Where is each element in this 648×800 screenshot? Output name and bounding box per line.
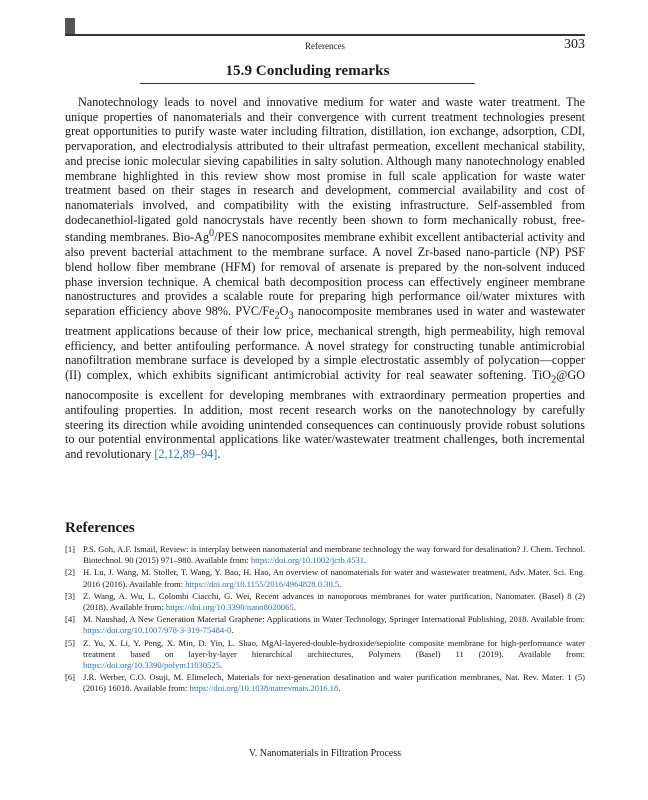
reference-doi-link[interactable]: https://doi.org/10.1007/978-3-319-75484-0 [83, 625, 232, 636]
reference-item [65, 567, 585, 589]
section-heading: 15.9 Concluding remarks [225, 63, 390, 79]
reference-text: H. Lu, J. Wang, M. Stoller, T. Wang, Y. Bao, H. Hao, An overview of nanomaterials for water and wastewater treatment, Adv. Mater. Sci. Eng. 2016 (2016). Available from: [83, 567, 585, 589]
header-rule [65, 34, 585, 36]
subscript-2b: 2 [551, 374, 557, 386]
reference-number: [2] [65, 567, 76, 578]
reference-doi-link[interactable]: https://doi.org/10.1155/2016/4964828.0.30.5 [185, 578, 340, 589]
reference-end: . [231, 625, 234, 636]
reference-end: . [220, 660, 223, 671]
paragraph-text-1: Nanotechnology leads to novel and innovative medium for water and waste water treatment. The unique properties of nanomaterials and their convergence with current treatment technologies present great opportunities to purify waste water including filtration, distillation, ion exchange, adsorption, CDI, pervaporation, and electrodialysis attributed to their ultrafast permeation, excellent mechanical stability, and precise ionic molecular sieving capabilities in salty solution. Although many nanotechnology enabled membrane highlighted in this review show most promise in full scale application for waste water treatment based on their stages in research and development, commercial availability and cost of nanomaterials involved, and compatibility with the existing infrastructure. Self-assembled from dodecanethiol-ligated gold nanocrystals have recently been shown to form mechanically robust, free-standing membranes. Bio-Ag [65, 95, 585, 245]
reference-number: [3] [65, 590, 76, 601]
reference-doi-link[interactable]: https://doi.org/10.1038/natrevmats.2016.18 [189, 683, 339, 694]
reference-text: M. Naushad, A New Generation Material Graphene: Applications in Water Technology, Springer International Publishing, 2018. Available from: [83, 614, 585, 625]
subscript-3: 3 [288, 310, 294, 322]
header-rule-marker [65, 18, 75, 34]
citation-link[interactable]: [2,12,89–94] [154, 447, 218, 462]
reference-number: [1] [65, 544, 76, 554]
reference-item [65, 591, 585, 613]
reference-item [65, 614, 585, 636]
reference-doi-link[interactable]: https://doi.org/10.3390/nano8020065 [165, 602, 294, 613]
paragraph-text-2: /PES nanocomposites membrane exhibit excellent antibacterial activity and also prevent bacterial attachment to the membrane surface. A novel Zr-based nano-particle (NP) PSF blend hollow fiber membrane (HFM) for removal of arsenate is prepared by the non-solvent induced phase inversion technique. A chemical bath decomposition process can effectively engineer membrane nanostructures and provides a scalable route for preparing high performance oil/water mixtures with separation efficiency above 98%. PVC/Fe [65, 230, 585, 318]
paragraph-text-4: nanocomposite membranes used in water and wastewater treatment applications because of their low price, mechanical strength, high permeability, high removal efficiency, and better antifouling performance. A novel strategy for constructing tunable antimicrobial nanofiltration membrane surface is developed by a simple electrostatic assembly of polycation—copper (II) complex, which exhibits significant antimicrobial activity for real seawater softening. TiO [65, 303, 585, 383]
reference-end: . [339, 578, 342, 589]
paragraph-text-3: O [279, 303, 289, 318]
reference-item [65, 638, 585, 672]
page-footer: V. Nanomaterials in Filtration Process [248, 748, 402, 759]
reference-item [65, 544, 585, 566]
reference-end: . [364, 555, 367, 566]
reference-end: . [338, 683, 341, 694]
reference-number: [6] [65, 672, 76, 683]
running-title: References [305, 41, 345, 51]
subscript-2: 2 [274, 310, 280, 322]
references-heading: References [65, 520, 135, 536]
section-heading-container [140, 62, 475, 84]
reference-text: P.S. Goh, A.F. Ismail, Review: is interplay between nanomaterial and membrane technology the way forward for desalination? J. Chem. Technol. Biotechnol. 90 (2015) 971–980. Available from: [83, 544, 585, 566]
reference-number: [5] [65, 637, 76, 648]
reference-item [65, 672, 585, 694]
reference-text: Z. Wang, A. Wu, L. Colombi Ciacchi, G. Wei, Recent advances in nanoporous membranes for water purification, Nanomater. (Basel) 8 (2) (2018). Available from: [83, 590, 585, 613]
reference-number: [4] [65, 614, 76, 625]
references-list [65, 544, 585, 696]
concluding-remarks-paragraph [65, 95, 585, 462]
reference-end: . [293, 602, 296, 613]
reference-doi-link[interactable]: https://doi.org/10.3390/polym11030525 [83, 660, 221, 671]
reference-text: J.R. Werber, C.O. Osuji, M. Elimelech, Materials for next-generation desalination and water purification membranes, Nat. Rev. Mater. 1 (5) (2016) 16018. Available from: [83, 672, 585, 694]
paragraph-text-5: @GO nanocomposite is excellent for developing membranes with extraordinary permeation properties and antifouling properties. In addition, most recent research works on the nanotechnology by carefully steering its direction while avoiding unintended consequences can continuously provide robust solutions to our potential environmental applications like water/wastewater treatment challenges, both incremental and revolutionary [65, 368, 585, 462]
reference-doi-link[interactable]: https://doi.org/10.1002/jctb.4531 [250, 555, 365, 566]
reference-text: Z. Yu, X. Li, Y. Peng, X. Min, D. Yin, L. Shao, MgAl-layered-double-hydroxide/sepiolite composite membrane for high-performance water treatment based on layer-by-layer hierarchical architectures, Polymers (Basel) 11 (2019). Available from: [83, 637, 585, 659]
superscript-0: 0 [209, 228, 215, 240]
concluding-remarks-body [65, 95, 585, 462]
paragraph-end: . [217, 447, 221, 462]
page-number: 303 [564, 37, 585, 52]
